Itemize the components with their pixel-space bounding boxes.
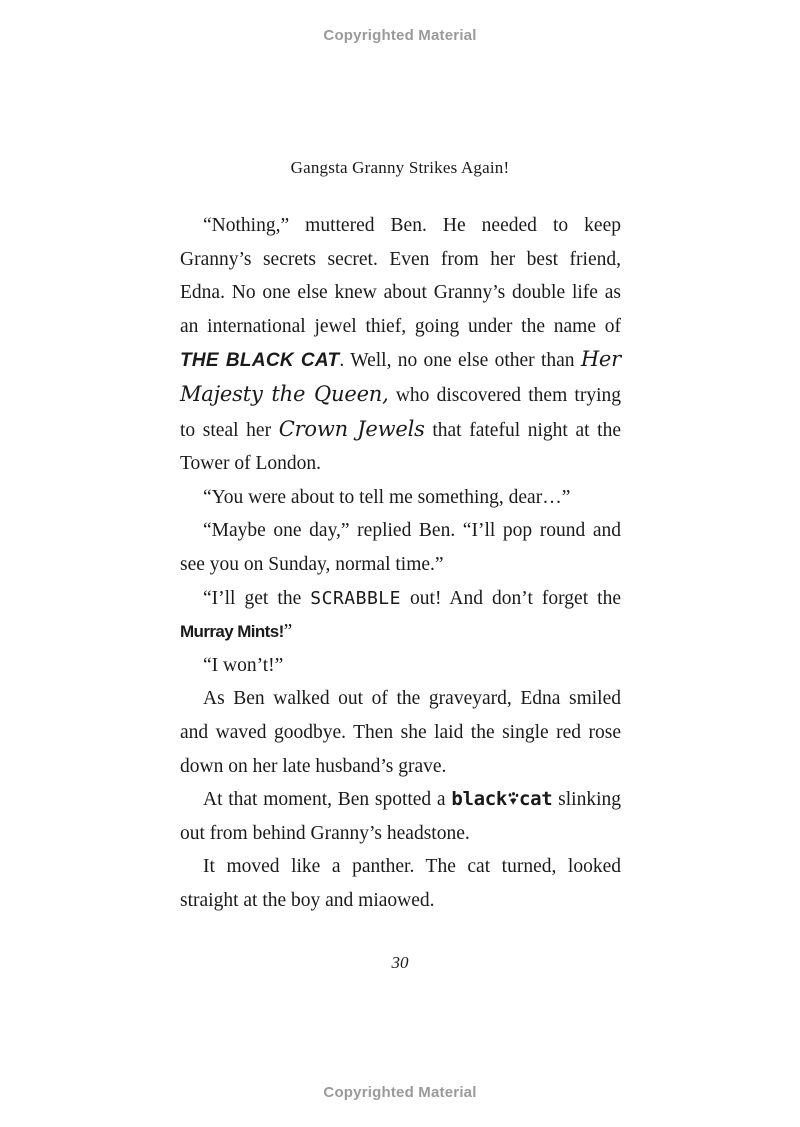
watermark-bottom: Copyrighted Material <box>323 1084 477 1101</box>
page-number: 30 <box>391 953 409 972</box>
black-cat-word <box>451 788 552 810</box>
paragraph-5: “I won’t!” <box>203 654 284 676</box>
paragraph-6: As Ben walked out of the graveyard, Edna smiled and waved goodbye. Then she laid the single red rose down on her late husband’s grave. <box>180 688 621 777</box>
p7-text-b: slinking out from behind Granny’s headstone. <box>180 789 622 844</box>
watermark-top: Copyrighted Material <box>323 27 477 44</box>
p4-text-c: ” <box>283 621 293 643</box>
crown-jewels-script: Crown Jewels <box>278 416 425 441</box>
p1-text-b: . Well, no one else other than <box>339 350 581 372</box>
body-text <box>180 209 621 917</box>
paragraph-3: “Maybe one day,” replied Ben. “I’ll pop round and see you on Sunday, normal time.” <box>180 520 621 575</box>
p1-text-c: who discovered them trying to steal her <box>180 384 622 441</box>
paragraph-4 <box>180 582 621 649</box>
black-cat-title: THE BLACK CAT <box>180 350 340 372</box>
paragraph-7 <box>180 783 621 850</box>
p4-text-b: out! And don’t forget the <box>400 587 621 609</box>
black-word: black <box>451 788 508 811</box>
paragraph-8: It moved like a panther. The cat turned, looked straight at the boy and miaowed. <box>180 856 621 911</box>
p4-text-a: “I’ll get the <box>203 587 311 609</box>
running-head: Gangsta Granny Strikes Again! <box>290 158 510 177</box>
murray-mints-word: Murray Mints! <box>180 622 284 642</box>
p1-text-a: “Nothing,” muttered Ben. He needed to keep Granny’s secrets secret. Even from her best friend, Edna. No one else knew about Granny’s double life as an international jewel thief, going under the name of <box>180 215 621 337</box>
p1-text-d: that fateful night at the Tower of London. <box>180 419 621 475</box>
cat-word: cat <box>519 788 553 811</box>
paragraph-2: “You were about to tell me something, dear…” <box>203 486 571 508</box>
paw-print-icon <box>507 792 519 806</box>
her-majesty-script: Her Majesty the Queen, <box>180 347 621 406</box>
scrabble-word: SCRABBLE <box>310 587 401 609</box>
paragraph-1 <box>180 209 621 481</box>
p7-text-a: At that moment, Ben spotted a <box>203 789 452 811</box>
